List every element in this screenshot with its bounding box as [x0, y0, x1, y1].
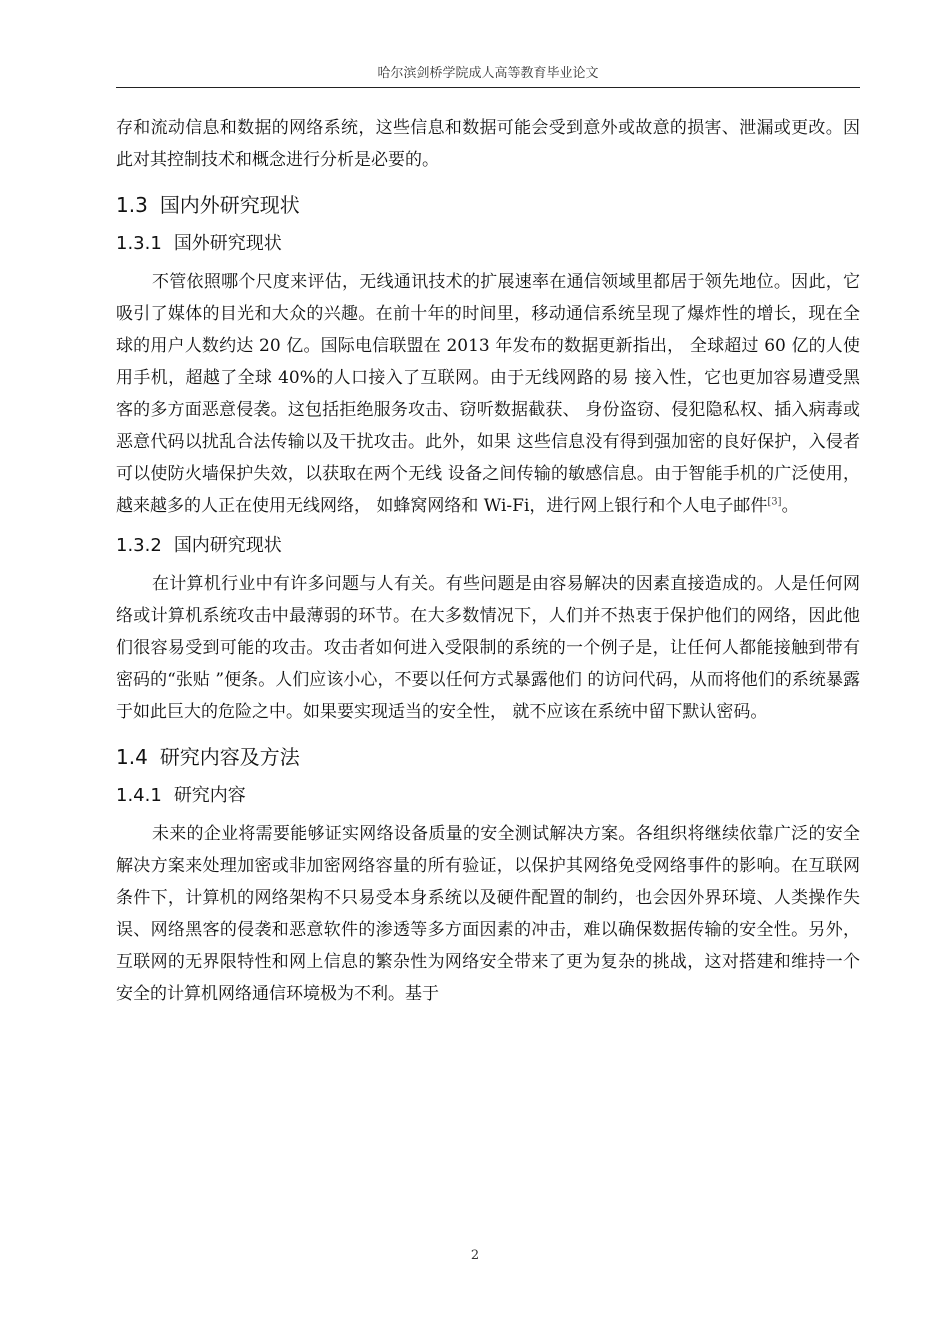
header-divider: [116, 87, 860, 88]
paragraph-end: 。: [781, 496, 799, 516]
citation-reference: [3]: [767, 496, 782, 508]
foreign-research-paragraph: [116, 266, 860, 522]
research-content-paragraph: 未来的企业将需要能够证实网络设备质量的安全测试解决方案。各组织将继续依靠广泛的安全解决方案来处理加密或非加密网络容量的所有验证，以保护其网络免受网络事件的影响。在互联网条件下，计算机的网络架构不只易受本身系统以及硬件配置的制约，也会因外界环境、人类操作失误、网络黑客的侵袭和恶意软件的渗透等多方面因素的冲击，难以确保数据传输的安全性。另外，互联网的无界限特性和网上信息的繁杂性为网络安全带来了更为复杂的挑战，这对搭建和维持一个安全的计算机网络通信环境极为不利。基于: [116, 824, 860, 1004]
section-number: 1.3: [116, 193, 148, 217]
subsection-title: 国内研究现状: [173, 535, 282, 556]
section-number: 1.4: [116, 745, 148, 769]
intro-paragraph: 存和流动信息和数据的网络系统，这些信息和数据可能会受到意外或故意的损害、泄漏或更改。因此对其控制技术和概念进行分析是必要的。: [116, 118, 860, 170]
page-number: 2: [470, 1248, 480, 1263]
section-title: 国内外研究现状: [159, 193, 300, 217]
domestic-research-paragraph: 在计算机行业中有许多问题与人有关。有些问题是由容易解决的因素直接造成的。人是任何网络或计算机系统攻击中最薄弱的环节。在大多数情况下，人们并不热衷于保护他们的网络，因此他们很容易受到可能的攻击。攻击者如何进入受限制的系统的一个例子是，让任何人都能接触到带有密码的“张贴 ”便条。人们应该小心，不要以任何方式暴露他们 的访问代码，从而将他们的系统暴露于如此巨大的危险之中。如果要实现适当的安全性， 就不应该在系统中留下默认密码。: [116, 574, 860, 722]
subsection-heading-1-3-2: [116, 532, 860, 560]
section-title: 研究内容及方法: [159, 745, 300, 769]
subsection-title: 国外研究现状: [173, 233, 282, 254]
subsection-heading-1-3-1: [116, 230, 860, 258]
page-body: [116, 112, 860, 1010]
paragraph-text: 不管依照哪个尺度来评估，无线通讯技术的扩展速率在通信领域里都居于领先地位。因此，它吸引了媒体的目光和大众的兴趣。在前十年的时间里，移动通信系统呈现了爆炸性的增长，现在全球的用户人数约达 20 亿。国际电信联盟在 2013 年发布的数据更新指出， 全球超过 60 亿的人使用手机，超越了全球 40%的人口接入了互联网。由于无线网路的易 接入性，它也更加容易遭受黑客的多方面恶意侵袭。这包括拒绝服务攻击、窃听数据截获、 身份盗窃、侵犯隐私权、插入病毒或恶意代码以扰乱合法传输以及干扰攻击。此外，如果 这些信息没有得到强加密的良好保护，入侵者可以使防火墙保护失效，以获取在两个无线 设备之间传输的敏感信息。由于智能手机的广泛使用，越来越多的人正在使用无线网络， 如蜂窝网络和 Wi-Fi，进行网上银行和个人电子邮件: [116, 272, 860, 516]
subsection-number: 1.4.1: [116, 785, 162, 806]
subsection-heading-1-4-1: [116, 782, 860, 810]
section-heading-1-4: [116, 742, 860, 772]
section-heading-1-3: [116, 190, 860, 220]
subsection-title: 研究内容: [173, 785, 246, 806]
subsection-number: 1.3.2: [116, 535, 162, 556]
subsection-number: 1.3.1: [116, 233, 162, 254]
running-header: 哈尔滨剑桥学院成人高等教育毕业论文: [377, 66, 599, 81]
